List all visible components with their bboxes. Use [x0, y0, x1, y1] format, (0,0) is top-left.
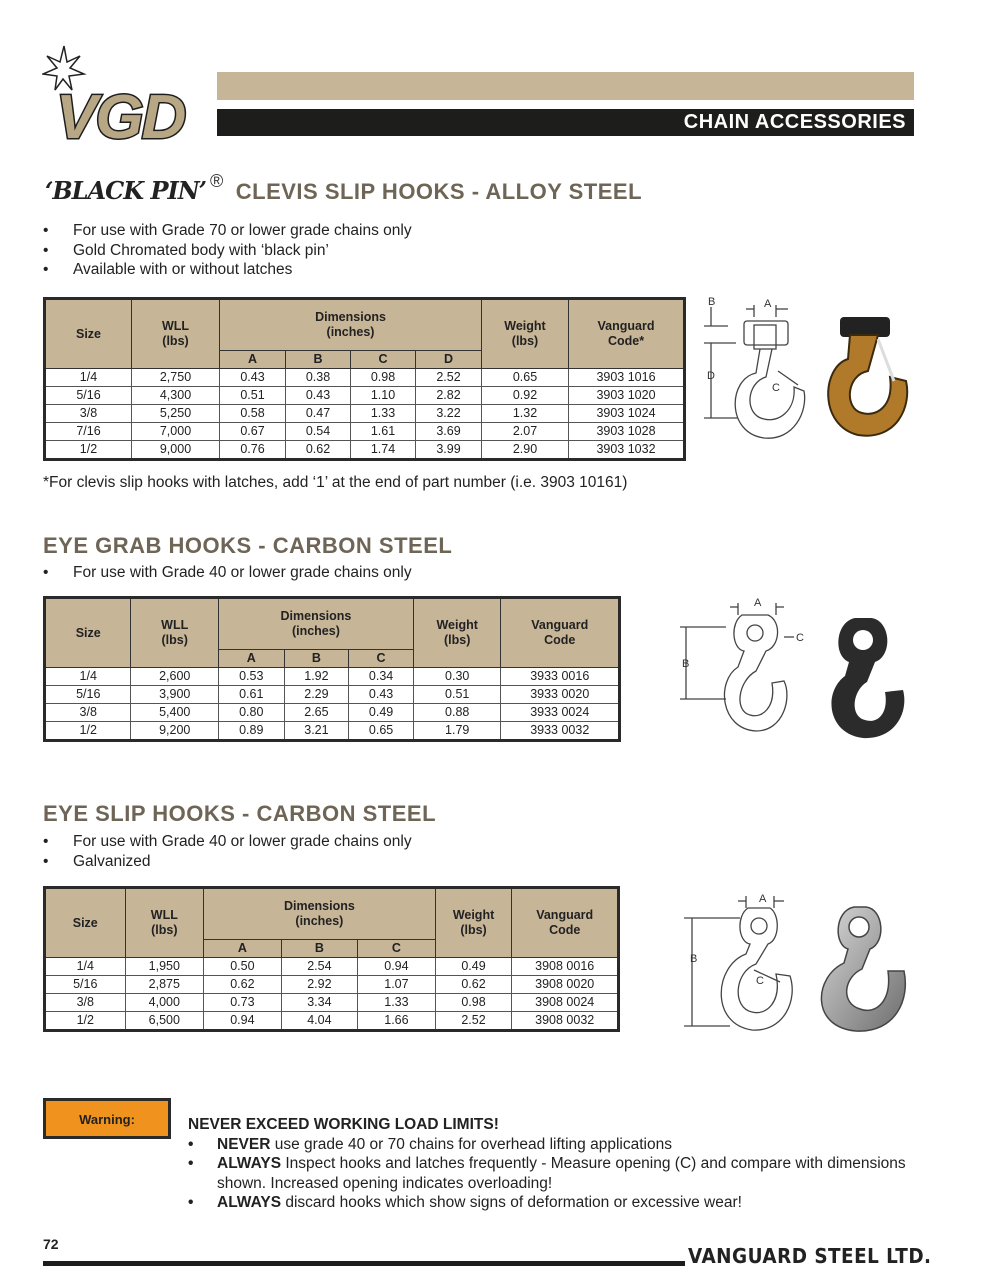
banner-title: CHAIN ACCESSORIES [683, 111, 906, 133]
table-cell: 6,500 [125, 1012, 204, 1031]
section-title-text: CLEVIS SLIP HOOKS - ALLOY STEEL [235, 179, 643, 204]
warning-badge [43, 1098, 171, 1139]
table-cell: 5/16 [45, 387, 132, 405]
warning-heading: NEVER EXCEED WORKING LOAD LIMITS! [188, 1116, 499, 1133]
table-cell: 2.82 [416, 387, 482, 405]
bullet-item: • Gold Chromated body with ‘black pin’ [43, 241, 412, 261]
table-cell: 3908 0024 [512, 994, 619, 1012]
table-cell: 0.49 [435, 958, 512, 976]
table-cell: 2.07 [482, 423, 569, 441]
table-cell: 0.47 [286, 405, 351, 423]
header-dimensions: Dimensions (inches) [218, 598, 413, 650]
table-cell: 1/4 [45, 668, 131, 686]
warning-body: Inspect hooks and latches frequently - Measure opening (C) and compare with dimensions shown. Increased opening indicates overloading! [217, 1155, 906, 1192]
header-code: Vanguard Code* [569, 299, 685, 369]
table-cell: 0.98 [351, 369, 416, 387]
table-cell: 0.30 [413, 668, 501, 686]
bullet-list [43, 221, 412, 280]
company-name: VANGUARD STEEL LTD. [688, 1244, 932, 1268]
table-cell: 1.10 [351, 387, 416, 405]
table-cell: 0.76 [220, 441, 286, 460]
table-cell: 3908 0032 [512, 1012, 619, 1031]
table-cell: 9,200 [131, 722, 219, 741]
table-cell: 0.62 [435, 976, 512, 994]
table-cell: 4.04 [281, 1012, 358, 1031]
table-cell: 7/16 [45, 423, 132, 441]
header-weight: Weight (lbs) [435, 888, 512, 958]
black-pin-label: ‘BLACK PIN’ [45, 176, 207, 205]
table-row [45, 722, 620, 741]
dim-label: D [707, 370, 715, 382]
warning-lead: NEVER [217, 1135, 271, 1153]
table-cell: 3.22 [416, 405, 482, 423]
header-dim-b: B [281, 940, 358, 958]
table-cell: 0.51 [413, 686, 501, 704]
header-tan-bar [217, 72, 914, 100]
table-cell: 4,000 [125, 994, 204, 1012]
table-cell: 5,250 [132, 405, 220, 423]
header-dimensions: Dimensions (inches) [220, 299, 482, 351]
dim-label: A [754, 597, 762, 609]
eye-grab-hook-table [43, 596, 621, 742]
table-cell: 5,400 [131, 704, 219, 722]
table-cell: 0.61 [218, 686, 284, 704]
section-title: EYE GRAB HOOKS - CARBON STEEL [43, 533, 453, 558]
table-cell: 0.62 [204, 976, 282, 994]
eye-slip-hook-photo [812, 905, 912, 1035]
header-dim-c: C [358, 940, 436, 958]
warning-item [188, 1193, 928, 1213]
table-cell: 3933 0020 [501, 686, 620, 704]
clevis-hook-photo [818, 315, 913, 440]
registered-mark: ® [210, 171, 224, 191]
header-dim-c: C [351, 351, 416, 369]
header-dim-b: B [284, 650, 349, 668]
table-cell: 2.65 [284, 704, 349, 722]
table-cell: 2.29 [284, 686, 349, 704]
table-cell: 0.73 [204, 994, 282, 1012]
table-cell: 1.07 [358, 976, 436, 994]
header-dim-b: B [286, 351, 351, 369]
table-cell: 3/8 [45, 994, 126, 1012]
table-cell: 0.54 [286, 423, 351, 441]
header-wll: WLL (lbs) [132, 299, 220, 369]
table-cell: 0.43 [349, 686, 414, 704]
table-cell: 0.50 [204, 958, 282, 976]
table-cell: 1.66 [358, 1012, 436, 1031]
table-cell: 7,000 [132, 423, 220, 441]
header-dim-c: C [349, 650, 414, 668]
table-cell: 3908 0016 [512, 958, 619, 976]
table-row [45, 423, 685, 441]
table-cell: 0.88 [413, 704, 501, 722]
logo-text: VGD [56, 83, 185, 144]
table-cell: 3/8 [45, 704, 131, 722]
table-cell: 0.89 [218, 722, 284, 741]
table-row [45, 369, 685, 387]
table-cell: 1/4 [45, 369, 132, 387]
warning-body: use grade 40 or 70 chains for overhead lifting applications [270, 1135, 672, 1153]
table-cell: 3903 1016 [569, 369, 685, 387]
table-cell: 0.34 [349, 668, 414, 686]
table-row [45, 704, 620, 722]
eye-grab-hook-diagram [676, 597, 811, 737]
table-cell: 1.74 [351, 441, 416, 460]
table-cell: 1.33 [358, 994, 436, 1012]
footer-rule [43, 1261, 685, 1266]
table-cell: 3.99 [416, 441, 482, 460]
header-size: Size [45, 888, 126, 958]
bullet-list [43, 832, 412, 871]
table-cell: 3.69 [416, 423, 482, 441]
section-title: EYE SLIP HOOKS - CARBON STEEL [43, 801, 437, 826]
table-cell: 4,300 [132, 387, 220, 405]
table-cell: 3/8 [45, 405, 132, 423]
table-cell: 0.58 [220, 405, 286, 423]
table-cell: 1.32 [482, 405, 569, 423]
table-cell: 3.21 [284, 722, 349, 741]
dim-label: A [759, 893, 767, 905]
clevis-hook-diagram [698, 293, 818, 448]
table-cell: 3933 0016 [501, 668, 620, 686]
table-cell: 2.54 [281, 958, 358, 976]
table-cell: 9,000 [132, 441, 220, 460]
header-dim-a: A [218, 650, 284, 668]
table-cell: 0.43 [286, 387, 351, 405]
table-cell: 3933 0024 [501, 704, 620, 722]
table-cell: 1.33 [351, 405, 416, 423]
table-row [45, 1012, 619, 1031]
table-cell: 3908 0020 [512, 976, 619, 994]
page-number: 72 [43, 1236, 59, 1252]
table-cell: 2.52 [435, 1012, 512, 1031]
table-cell: 0.53 [218, 668, 284, 686]
table-footnote: *For clevis slip hooks with latches, add ‘1’ at the end of part number (i.e. 3903 10161) [43, 474, 628, 491]
table-cell: 1.79 [413, 722, 501, 741]
header-dim-d: D [416, 351, 482, 369]
warning-lead: ALWAYS [217, 1155, 282, 1172]
dim-label: B [708, 296, 716, 308]
eye-slip-hook-table [43, 886, 620, 1032]
table-cell: 0.67 [220, 423, 286, 441]
bullet-item: • For use with Grade 40 or lower grade chains only [43, 563, 412, 583]
table-cell: 3903 1020 [569, 387, 685, 405]
table-cell: 0.62 [286, 441, 351, 460]
table-cell: 1/2 [45, 1012, 126, 1031]
header-size: Size [45, 299, 132, 369]
dim-label: A [764, 298, 772, 310]
section-title [45, 171, 643, 205]
bullet-item: • Galvanized [43, 852, 412, 872]
table-cell: 1,950 [125, 958, 204, 976]
table-row [45, 387, 685, 405]
table-cell: 2.90 [482, 441, 569, 460]
header-size: Size [45, 598, 131, 668]
table-cell: 0.43 [220, 369, 286, 387]
table-cell: 3933 0032 [501, 722, 620, 741]
dim-label: C [796, 632, 804, 644]
table-cell: 2.52 [416, 369, 482, 387]
table-cell: 5/16 [45, 976, 126, 994]
bullet-item: • For use with Grade 70 or lower grade chains only [43, 221, 412, 241]
bullet-item: • Available with or without latches [43, 260, 412, 280]
warning-text [188, 1115, 928, 1213]
warning-body: discard hooks which show signs of deformation or excessive wear! [281, 1194, 742, 1211]
header-code: Vanguard Code [512, 888, 619, 958]
table-cell: 1/2 [45, 722, 131, 741]
table-cell: 3903 1032 [569, 441, 685, 460]
warning-label: Warning: [79, 1112, 135, 1127]
table-cell: 1/2 [45, 441, 132, 460]
eye-grab-hook-photo [825, 616, 910, 741]
table-row [45, 668, 620, 686]
table-row [45, 994, 619, 1012]
clevis-hook-table [43, 297, 686, 461]
bullet-list [43, 563, 412, 583]
dim-label: B [690, 953, 698, 965]
header-dimensions: Dimensions (inches) [204, 888, 436, 940]
dim-label: B [682, 658, 690, 670]
header-dim-a: A [204, 940, 282, 958]
table-cell: 0.94 [358, 958, 436, 976]
vgd-logo [42, 44, 192, 144]
table-cell: 1.61 [351, 423, 416, 441]
header-wll: WLL (lbs) [131, 598, 219, 668]
table-cell: 0.49 [349, 704, 414, 722]
eye-slip-hook-diagram [680, 892, 800, 1037]
warning-item [188, 1154, 928, 1193]
table-cell: 0.92 [482, 387, 569, 405]
table-row [45, 976, 619, 994]
table-row [45, 958, 619, 976]
bullet-item: • For use with Grade 40 or lower grade chains only [43, 832, 412, 852]
table-cell: 1/4 [45, 958, 126, 976]
table-cell: 3903 1028 [569, 423, 685, 441]
table-cell: 0.98 [435, 994, 512, 1012]
warning-item [188, 1135, 928, 1155]
header-weight: Weight (lbs) [482, 299, 569, 369]
dim-label: C [756, 975, 764, 987]
header-code: Vanguard Code [501, 598, 620, 668]
table-cell: 0.51 [220, 387, 286, 405]
table-cell: 1.92 [284, 668, 349, 686]
dim-label: C [772, 382, 780, 394]
table-cell: 2,750 [132, 369, 220, 387]
header-weight: Weight (lbs) [413, 598, 501, 668]
table-cell: 3.34 [281, 994, 358, 1012]
table-cell: 2,875 [125, 976, 204, 994]
header-banner [217, 109, 914, 136]
warning-lead: ALWAYS [217, 1194, 282, 1211]
table-cell: 0.80 [218, 704, 284, 722]
table-cell: 0.94 [204, 1012, 282, 1031]
table-cell: 2.92 [281, 976, 358, 994]
table-cell: 2,600 [131, 668, 219, 686]
table-row [45, 441, 685, 460]
table-cell: 3,900 [131, 686, 219, 704]
table-row [45, 686, 620, 704]
header-wll: WLL (lbs) [125, 888, 204, 958]
table-cell: 0.65 [482, 369, 569, 387]
table-cell: 0.65 [349, 722, 414, 741]
table-cell: 0.38 [286, 369, 351, 387]
header-dim-a: A [220, 351, 286, 369]
table-cell: 3903 1024 [569, 405, 685, 423]
table-cell: 5/16 [45, 686, 131, 704]
table-row [45, 405, 685, 423]
